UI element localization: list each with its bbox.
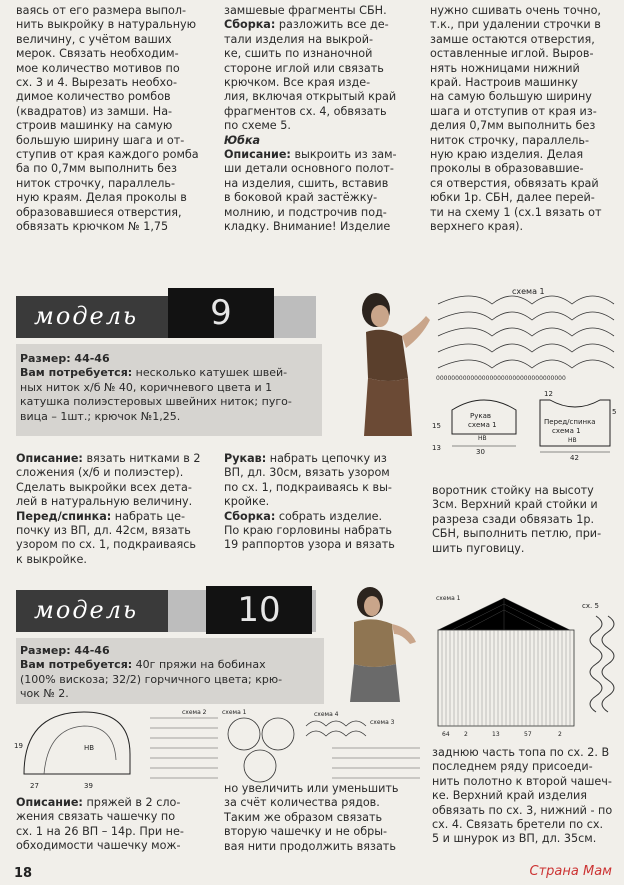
- model10-colA-line: сх. 1 на 26 ВП – 14р. При не-: [16, 824, 184, 838]
- model10-schema4-label: схема 4: [314, 711, 339, 718]
- model9-colA-line: почку из ВП, дл. 42см, вязать: [16, 524, 191, 538]
- model9-colC-line: СБН, выполнить петлю, при-: [432, 527, 602, 541]
- top-col1-line: димое количество ромбов: [16, 90, 171, 104]
- model10-right-schema1-label: схема 1: [436, 595, 461, 602]
- top-col3-line: оставленные иглой. Выров-: [430, 47, 594, 61]
- top-col3-line: т.к., при удалении строчки в: [430, 18, 601, 32]
- top-col2-line: фрагментов сх. 4, обвязать: [224, 104, 387, 118]
- top-col2b-line: кладку. Внимание! Изделие: [224, 220, 391, 234]
- model10-scheme-diagrams: [14, 704, 424, 794]
- model9-sleeve-heading: Рукав:: [224, 452, 267, 465]
- model9-colA-line: лей в натуральную величину.: [16, 495, 193, 509]
- model10-dim-3: 64: [442, 731, 450, 738]
- model10-desc-text: пряжей в 2 сло-: [82, 796, 181, 809]
- model10-materials: [20, 644, 320, 702]
- model9-column-a: [16, 452, 212, 567]
- model10-colB-line: за счёт количества рядов.: [224, 796, 380, 810]
- assembly-heading: Сборка:: [224, 18, 276, 32]
- top-col2b-line: молнию, и подстрочив под-: [224, 205, 387, 219]
- model9-sleeve-nv: НВ: [478, 435, 487, 442]
- watermark: Страна Мам: [529, 864, 612, 879]
- model10-desc-heading: Описание:: [16, 796, 83, 809]
- top-col3-line: нужно сшивать очень точно,: [430, 4, 601, 17]
- model9-desc-heading: Описание:: [16, 452, 83, 465]
- top-col3-line: верхнего края).: [430, 220, 524, 234]
- model9-colB-line: кройке.: [224, 495, 270, 509]
- model9-label: модель: [34, 302, 139, 330]
- model10-needs-2: чок № 2.: [20, 687, 69, 701]
- model10-colB-line: но увеличить или уменьшить: [224, 782, 399, 795]
- top-col1-line: ваясь от его размера выпол-: [16, 4, 187, 17]
- model10-colC-line: 5 и шнурок из ВП, дл. 35см.: [432, 832, 597, 846]
- model9-colA-line: сложения (х/б и полиэстер).: [16, 466, 184, 480]
- model9-column-c: [432, 484, 620, 556]
- model10-colA-line: жения связать чашечку по: [16, 810, 176, 824]
- model9-sleeve-scheme: схема 1: [468, 421, 497, 429]
- model9-dim-f: 12: [544, 390, 553, 398]
- top-col1-line: ба по 0,7мм выполнить без: [16, 162, 177, 176]
- model10-schema1-label: схема 1: [222, 709, 247, 716]
- model9-front-heading: Перед/спинка:: [16, 509, 112, 523]
- top-col3-line: нять ножницами нижний: [430, 61, 580, 75]
- model10-colC-line: обвязать по сх. 3, нижний - по: [432, 803, 613, 817]
- top-column-2: [224, 4, 412, 235]
- model10-schema2-label: схема 2: [182, 709, 207, 716]
- model9-colC-line: разреза сзади обвязать 1р.: [432, 512, 595, 526]
- model9-dim-a: 15: [432, 422, 441, 430]
- model10-number: 10: [206, 586, 312, 634]
- top-col3-line: проколы в образовавшие-: [430, 162, 584, 176]
- top-col1-line: ниток строчку, параллель-: [16, 176, 176, 190]
- model9-colC-line: шить пуговицу.: [432, 541, 525, 555]
- top-col1-line: сх. 3 и 4. Вырезать необхо-: [16, 76, 178, 90]
- model10-dim-6: 57: [524, 731, 532, 738]
- top-col3-line: ную краю изделия. Делая: [430, 148, 584, 162]
- model9-front-nv: НВ: [568, 437, 577, 444]
- skirt-heading: Юбка: [224, 133, 261, 147]
- top-col3-line: шага и отступив от края из-: [430, 104, 597, 118]
- top-column-1: [16, 4, 206, 235]
- model10-column-a: [16, 796, 212, 854]
- top-col1-line: ную краям. Делая проколы в: [16, 191, 187, 205]
- model10-needs-0: 40г пряжи на бобинах: [132, 658, 266, 672]
- model9-dim-b: 13: [432, 444, 441, 452]
- model9-colB-line: По краю горловины набрать: [224, 524, 393, 538]
- model10-colB-line: вторую чашечку и не обры-: [224, 825, 388, 839]
- top-col2-line: лия, включая открытый край: [224, 90, 397, 104]
- top-col2b-line: в боковой край застёжку-: [224, 191, 378, 205]
- model9-scheme-diagram: [432, 284, 620, 480]
- model9-dim-g: 5: [612, 408, 617, 416]
- top-col1-line: нить выкройку в натуральную: [16, 18, 197, 32]
- model10-colB-line: Таким же образом связать: [224, 810, 383, 824]
- model10-schema5-label: сх. 5: [582, 602, 599, 610]
- top-col2-line: тали изделия на выкрой-: [224, 32, 374, 46]
- model10-nv: НВ: [84, 744, 95, 752]
- top-col1-line: образовавшиеся отверстия,: [16, 205, 182, 219]
- model10-size: Размер: 44-46: [20, 644, 110, 657]
- model9-needs-1: ных ниток х/б № 40, коричневого цвета и 1: [20, 380, 273, 394]
- model10-colB-line: вая нити продолжить вязать: [224, 839, 396, 853]
- model9-dim-e: 42: [570, 454, 579, 462]
- top-col2-line: по схеме 5.: [224, 119, 291, 133]
- model9-desc-text: вязать нитками в 2: [82, 452, 201, 465]
- model9-colC-line: 3см. Верхний край стойки и: [432, 498, 598, 512]
- model9-colC-line: воротник стойку на высоту: [432, 484, 594, 497]
- model9-front-label: Перед/спинка: [544, 418, 596, 426]
- model9-assembly-text: собрать изделие.: [275, 509, 383, 523]
- model10-dim-1: 27: [30, 782, 39, 790]
- model9-colB-line: 19 раппортов узора и вязать: [224, 538, 395, 552]
- top-col1-line: обвязать крючком № 1,75: [16, 220, 169, 234]
- model9-materials: [20, 352, 320, 424]
- model10-colC-line: ке. Верхний край изделия: [432, 789, 587, 803]
- model9-colB-line: по сх. 1, подкраиваясь к вы-: [224, 480, 392, 494]
- model10-dim-5: 13: [492, 731, 500, 738]
- top-col1-line: строив машинку на самую: [16, 119, 173, 133]
- description-heading: Описание:: [224, 148, 291, 162]
- top-col2-line0: замшевые фрагменты СБН.: [224, 4, 387, 17]
- model10-column-b: [224, 782, 414, 854]
- model10-needs-heading: Вам потребуется:: [20, 658, 133, 672]
- model9-front-scheme: схема 1: [552, 427, 581, 435]
- model10-schema3-label: схема 3: [370, 719, 395, 726]
- model10-colA-line: обходимости чашечку мож-: [16, 839, 181, 853]
- page-number: 18: [14, 866, 33, 881]
- top-col1-line: ступив от края каждого ромба: [16, 148, 199, 162]
- top-col3-line: делия 0,7мм выполнить без: [430, 119, 596, 133]
- model10-photo: [330, 584, 426, 702]
- top-col3-line: ниток строчку, параллель-: [430, 133, 590, 147]
- top-col1-line: мерок. Связать необходим-: [16, 47, 179, 61]
- model9-size: Размер: 44-46: [20, 352, 110, 365]
- top-col2b-line: ши детали основного полот-: [224, 162, 394, 176]
- top-col1-line: мое количество мотивов по: [16, 61, 180, 75]
- top-col3-line: замше остаются отверстия,: [430, 32, 595, 46]
- top-col2-line: стороне иглой или связать: [224, 61, 384, 75]
- model9-photo: [338, 286, 434, 436]
- model10-dim-0: 19: [14, 742, 23, 750]
- top-col3-line: юбки 1р. СБН, далее перей-: [430, 191, 595, 205]
- top-col3-line: на самую большую ширину: [430, 90, 592, 104]
- model10-dim-2: 39: [84, 782, 93, 790]
- model9-assembly-heading: Сборка:: [224, 509, 276, 523]
- description-text: выкроить из зам-: [290, 148, 397, 162]
- top-col1-line: большую ширину шага и от-: [16, 133, 185, 147]
- top-col2b-line: на изделия, сшить, вставив: [224, 176, 389, 190]
- model10-column-c: [432, 746, 620, 847]
- model9-colA-line: Сделать выкройки всех дета-: [16, 480, 192, 494]
- top-col1-line: величину, с учётом ваших: [16, 32, 172, 46]
- model9-needs-0: несколько катушек швей-: [132, 366, 288, 380]
- model10-dim-7: 2: [558, 731, 562, 738]
- model9-front-text: набрать це-: [111, 509, 186, 523]
- top-col2-line: крючком. Все края изде-: [224, 76, 371, 90]
- top-col3-line: край. Настроив машинку: [430, 76, 578, 90]
- model9-colA-line: узором по сх. 1, подкраиваясь: [16, 538, 196, 552]
- top-col2-line: ке, сшить по изнаночной: [224, 47, 373, 61]
- model10-dim-4: 2: [464, 731, 468, 738]
- assembly-text: разложить все де-: [275, 18, 389, 32]
- top-col3-line: ти на схему 1 (сх.1 вязать от: [430, 205, 602, 219]
- model10-back-diagram: [432, 590, 620, 740]
- model10-colC-line: сх. 4. Связать бретели по сх.: [432, 818, 604, 832]
- model10-label: модель: [34, 596, 139, 624]
- model9-needs-3: вица – 1шт.; крючок №1,25.: [20, 409, 181, 423]
- top-col1-line: (квадратов) из замши. На-: [16, 104, 173, 118]
- model9-colA-line: к выкройке.: [16, 552, 87, 566]
- model9-colB-line: ВП, дл. 30см, вязать узором: [224, 466, 390, 480]
- model10-colC-line: последнем ряду присоеди-: [432, 760, 593, 774]
- model10-colC-line: заднюю часть топа по сх. 2. В: [432, 746, 610, 759]
- model9-scheme-label: схема 1: [512, 287, 545, 296]
- top-col3-line: ся отверстия, обвязать край: [430, 176, 599, 190]
- svg-text:000000000000000000000000000000: 0000000000000000000000000000000000: [436, 375, 566, 382]
- model9-number: 9: [168, 288, 274, 338]
- top-column-3: [430, 4, 620, 235]
- model10-colC-line: нить полотно к второй чашеч-: [432, 774, 612, 788]
- model9-dim-d: 30: [476, 448, 485, 456]
- model9-needs-heading: Вам потребуется:: [20, 366, 133, 380]
- model9-needs-2: катушка полиэстеровых швейних ниток; пуго-: [20, 395, 292, 409]
- model9-column-b: [224, 452, 414, 553]
- model10-needs-1: (100% вискоза; 32/2) горчичного цвета; крю-: [20, 672, 283, 686]
- model9-sleeve-label: Рукав: [470, 412, 492, 420]
- model9-sleeve-text: набрать цепочку из: [266, 452, 387, 465]
